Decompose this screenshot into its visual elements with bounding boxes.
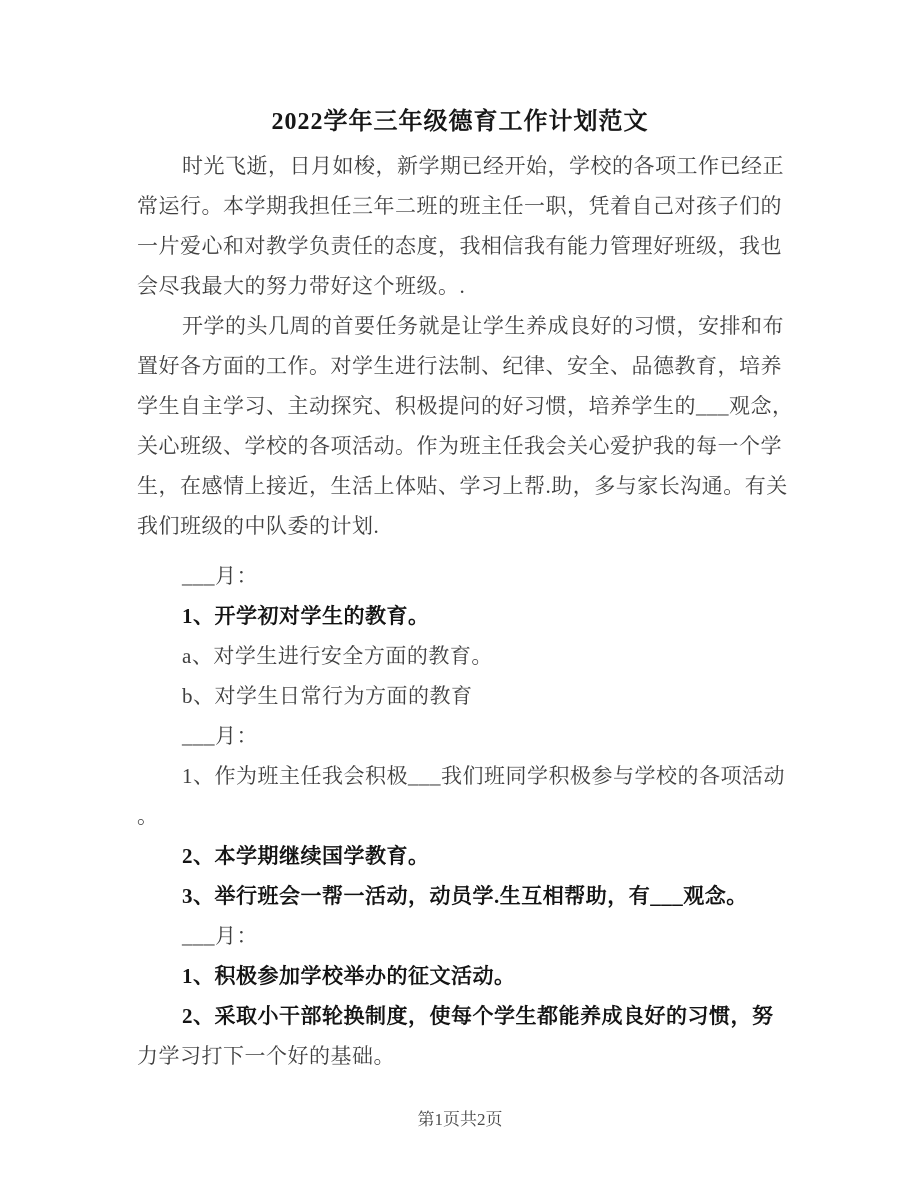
text-line: 关心班级、学校的各项活动。作为班主任我会关心爱护我的每一个学 [137,434,782,458]
document-title: 2022学年三年级德育工作计划范文 [271,109,649,135]
text-line: 2、本学期继续国学教育。 [182,844,430,868]
text-line: 会尽我最大的努力带好这个班级。. [137,274,466,298]
text-line: ___月： [182,924,258,948]
text-line: 一片爱心和对教学负责任的态度，我相信我有能力管理好班级，我也 [137,234,782,258]
text-line: 常运行。本学期我担任三年二班的班主任一职，凭着自己对孩子们的 [137,194,782,218]
text-line: 生，在感情上接近，生活上体贴、学习上帮.助，多与家长沟通。有关 [137,474,788,498]
text-line: 力学习打下一个好的基础。 [137,1044,395,1068]
text-line: 1、开学初对学生的教育。 [182,604,430,628]
text-line: 我们班级的中队委的计划. [137,514,380,538]
text-line: 置好各方面的工作。对学生进行法制、纪律、安全、品德教育，培养 [137,354,782,378]
text-line: a、对学生进行安全方面的教育。 [182,644,493,668]
page-number-label: 第1页共2页 [417,1110,503,1129]
text-line: 1、作为班主任我会积极___我们班同学积极参与学校的各项活动 [182,764,785,788]
text-line: 学生自主学习、主动探究、积极提问的好习惯，培养学生的___观念， [137,394,794,418]
text-line: ___月： [182,564,258,588]
text-line: 时光飞逝，日月如梭，新学期已经开始，学校的各项工作已经正 [182,154,784,178]
text-line: 1、积极参加学校举办的征文活动。 [182,964,516,988]
text-line: b、对学生日常行为方面的教育 [182,684,473,708]
text-line: 。 [137,804,159,828]
text-line: ___月： [182,724,258,748]
page-footer [0,1108,920,1132]
text-line: 2、采取小干部轮换制度，使每个学生都能养成良好的习惯，努 [182,1004,774,1028]
document-body [137,146,797,1076]
text-line: 3、举行班会一帮一活动，动员学.生互相帮助，有___观念。 [182,884,748,908]
text-line: 开学的头几周的首要任务就是让学生养成良好的习惯，安排和布 [182,314,784,338]
